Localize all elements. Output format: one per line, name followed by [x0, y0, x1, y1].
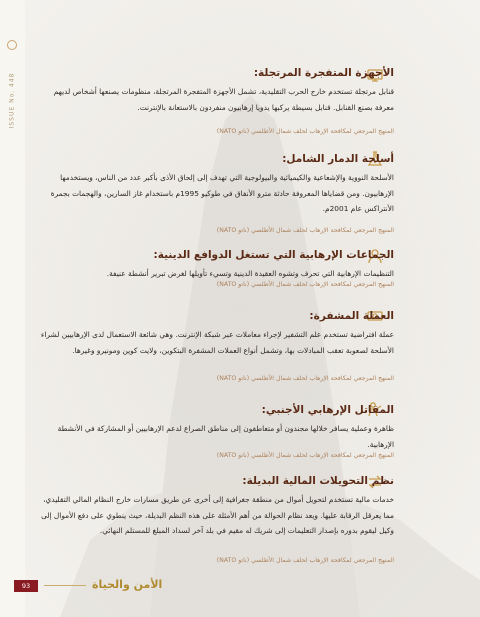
magazine-title: الأمن والحياة — [92, 578, 163, 591]
section-foreign-fighter — [34, 403, 394, 452]
section-title: الجماعات الإرهابية التي تستغل الدوافع الدينية: — [153, 249, 394, 261]
reference-note: المنهج المرجعي لمكافحة الإرهاب لحلف شمال الأطلسي (ناتو NATO) — [216, 227, 394, 234]
section-title: الأجهزة المتفجرة المرتجلة: — [253, 67, 394, 79]
section-title: نظم التحويلات المالية البديلة: — [242, 475, 394, 487]
reference-note: المنهج المرجعي لمكافحة الإرهاب لحلف شمال الأطلسي (ناتو NATO) — [216, 557, 394, 564]
reference-note: المنهج المرجعي لمكافحة الإرهاب لحلف شمال الأطلسي (ناتو NATO) — [216, 452, 394, 459]
magazine-emblem — [7, 40, 17, 50]
section-title: أسلحة الدمار الشامل: — [282, 153, 394, 165]
section-body: عملة افتراضية تستخدم علم التشفير لإجراء معاملات عبر شبكة الإنترنت. وهي شائعة الاستعمال لدى الإرهابيين لشراء الأسلحة لصعوبة تعقب المبادلات بها، وتشمل أنواع العملات المشفرة البتكوين، ولايت كوين ومونيرو وغيرها. — [40, 330, 394, 355]
footer-divider — [44, 585, 86, 586]
section-title: العملة المشفرة: — [309, 310, 394, 322]
reference-note: المنهج المرجعي لمكافحة الإرهاب لحلف شمال الأطلسي (ناتو NATO) — [216, 128, 394, 135]
reference-note: المنهج المرجعي لمكافحة الإرهاب لحلف شمال الأطلسي (ناتو NATO) — [216, 281, 394, 288]
reference-note: المنهج المرجعي لمكافحة الإرهاب لحلف شمال الأطلسي (ناتو NATO) — [216, 375, 394, 382]
section-crypto — [34, 309, 394, 358]
section-religious-groups — [34, 248, 394, 282]
page-number: 93 — [14, 580, 38, 592]
section-body: خدمات مالية تستخدم لتحويل أموال من منطقة جغرافية إلى أخرى عن طريق مسارات خارج النظام المالي التقليدي، مما يعرقل الرقابة عليها. ويعد نظام الحوالة من أهم الأمثلة على هذه النظم البديلة، حيث ينطوي على دفع الأموال إلى وكيل ليقوم بدوره بإصدار التعليمات إلى شريك له مقيم في بلد آخر لسداد المبلغ للمستلم النهائي. — [41, 495, 394, 535]
sidebar — [0, 0, 25, 617]
section-wmd — [34, 152, 394, 217]
section-ied — [34, 66, 394, 115]
section-body: ظاهرة وعملية يسافر خلالها مجندون أو متعاطفون إلى مناطق الصراع لدعم الإرهابيين أو المشاركة في الأنشطة الإرهابية. — [57, 424, 394, 449]
section-alt-remittance — [34, 474, 394, 539]
issue-label: ISSUE No. 448 — [8, 72, 16, 128]
section-body: قنابل مرتجلة تستخدم خارج الحرب التقليدية، تشمل الأجهزة المتفجرة المرتجلة، منظومات يصنعها أشخاص لديهم معرفة بصنع القنابل. قنابل بسيطة يركبها يدويا إرهابيون منفردون بالاستعانة بالإنترنت. — [53, 87, 394, 112]
section-body: الأسلحة النووية والإشعاعية والكيميائية والبيولوجية التي تهدف إلى إلحاق الأذى بأكبر عدد من الناس، ويستخدمها الإرهابيون. ومن قضاياها المعروفة حادثة مترو الأنفاق في طوكيو 1995م باستخدام غاز السارين، والهجمات بجمرة الأنتراكس عام 2001م. — [50, 173, 394, 213]
section-title: المقاتل الإرهابي الأجنبي: — [261, 404, 394, 416]
section-body: التنظيمات الإرهابية التي تحرف وتشوه العقيدة الدينية وتسيء تأويلها لغرض تبرير أنشطة عنيفة. — [106, 269, 394, 278]
